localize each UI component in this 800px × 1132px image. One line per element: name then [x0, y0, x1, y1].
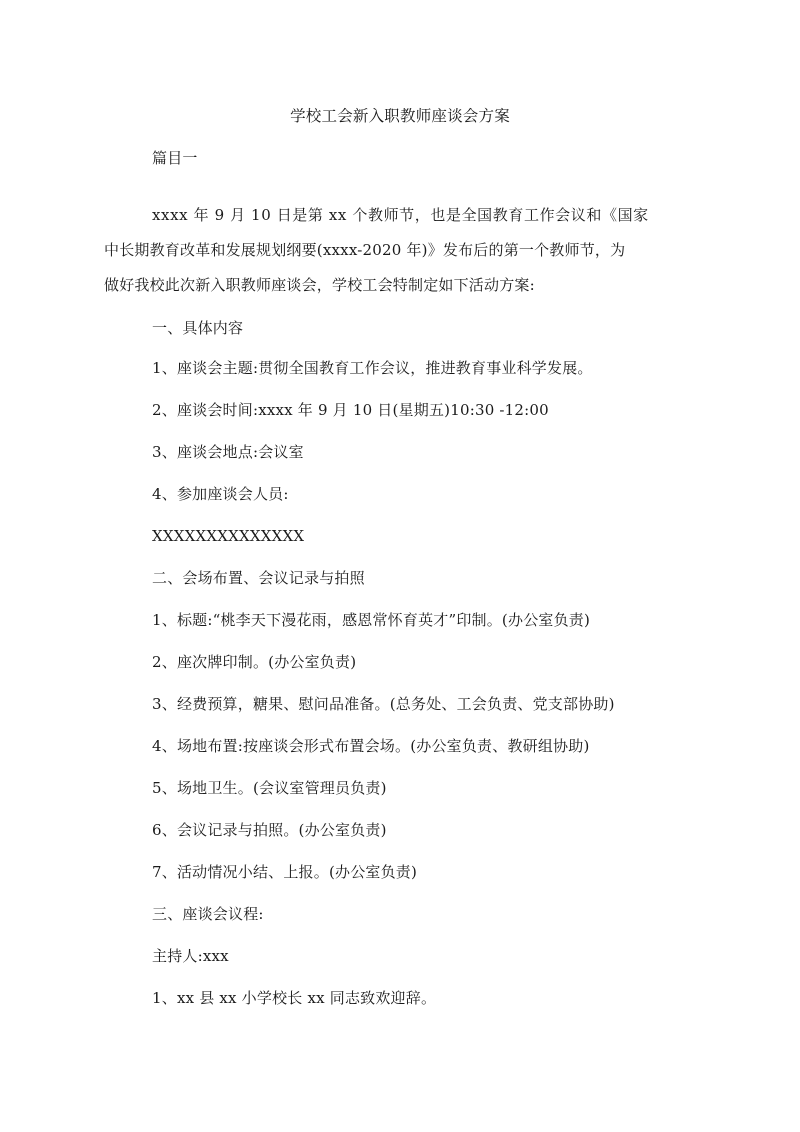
section-2-item-4: 4、场地布置:按座谈会形式布置会场。(办公室负责、教研组协助) — [152, 737, 590, 755]
intro-line-1: xxxx 年 9 月 10 日是第 xx 个教师节，也是全国教育工作会议和《国家 — [152, 206, 649, 224]
chapter-heading: 篇目一 — [152, 149, 198, 167]
participants-list: XXXXXXXXXXXXXX — [152, 527, 305, 545]
section-1-item-2: 2、座谈会时间:xxxx 年 9 月 10 日(星期五)10:30 -12:00 — [152, 401, 549, 419]
section-1-item-3: 3、座谈会地点:会议室 — [152, 443, 304, 461]
section-2-item-2: 2、座次牌印制。(办公室负责) — [152, 653, 357, 671]
intro-line-2: 中长期教育改革和发展规划纲要(xxxx-2020 年)》发布后的第一个教师节，为 — [104, 241, 626, 259]
section-3-host: 主持人:xxx — [152, 947, 229, 965]
section-1-heading: 一、具体内容 — [152, 319, 244, 337]
section-2-heading: 二、会场布置、会议记录与拍照 — [152, 569, 365, 587]
section-2-item-7: 7、活动情况小结、上报。(办公室负责) — [152, 863, 418, 881]
document-title: 学校工会新入职教师座谈会方案 — [290, 107, 510, 125]
section-3-item-1: 1、xx 县 xx 小学校长 xx 同志致欢迎辞。 — [152, 989, 437, 1007]
section-1-item-1: 1、座谈会主题:贯彻全国教育工作会议，推进教育事业科学发展。 — [152, 359, 593, 377]
section-2-item-1: 1、标题:“桃李天下漫花雨，感恩常怀育英才”印制。(办公室负责) — [152, 611, 591, 629]
section-3-heading: 三、座谈会议程: — [152, 905, 264, 923]
section-2-item-3: 3、经费预算，糖果、慰问品准备。(总务处、工会负责、党支部协助) — [152, 695, 615, 713]
section-2-item-5: 5、场地卫生。(会议室管理员负责) — [152, 779, 387, 797]
intro-line-3: 做好我校此次新入职教师座谈会，学校工会特制定如下活动方案: — [104, 276, 535, 294]
section-2-item-6: 6、会议记录与拍照。(办公室负责) — [152, 821, 387, 839]
section-1-item-4: 4、参加座谈会人员: — [152, 485, 289, 503]
